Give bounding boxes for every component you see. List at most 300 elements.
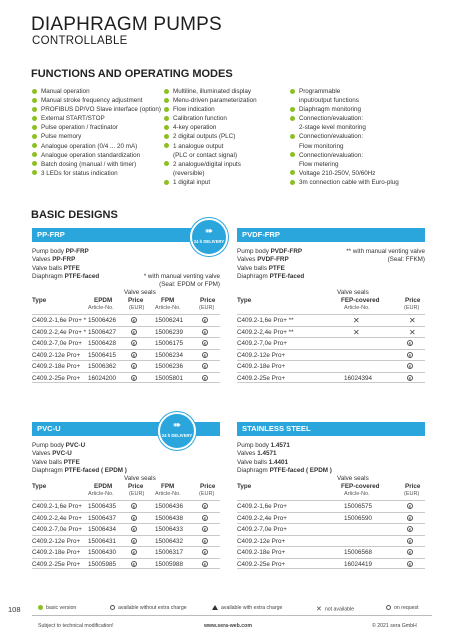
- table-row: [237, 349, 425, 361]
- row-type: C409.2-25e Pro+: [237, 560, 286, 568]
- col-art: Article-No.: [344, 491, 370, 497]
- col-eur: (EUR): [404, 305, 420, 311]
- spec-label: Valve balls: [32, 264, 64, 272]
- row-type: C409.2-18e Pro+: [237, 363, 286, 370]
- on-request-icon: €: [132, 504, 136, 510]
- on-request-icon: €: [132, 341, 136, 347]
- delivery-badge: [190, 218, 228, 256]
- feature-text: Analogue operation (0/4 ... 20 mA): [41, 142, 138, 150]
- col-fep: FEP-covered: [341, 483, 380, 490]
- legend-extra-charge: [212, 605, 282, 611]
- col-eur: (EUR): [404, 491, 420, 497]
- bullet-dot-icon: [32, 134, 37, 139]
- pvdf-frp-note: [346, 248, 425, 265]
- row-type: C409.2-2,4e Pro+ *: [32, 328, 87, 336]
- bullet-dot-icon: [32, 152, 37, 157]
- pvc-u-title-bar: PVC-U: [32, 422, 220, 436]
- bullet-dot-icon: [32, 107, 37, 112]
- pvc-u-table: [32, 500, 220, 569]
- valve-seals-label: Valve seals: [337, 289, 369, 296]
- on-request-icon: €: [408, 375, 412, 381]
- feature-text: Batch dosing (manual / with timer): [41, 160, 137, 168]
- feature-text: Programmable: [299, 88, 341, 95]
- col-art-2: Article-No.: [155, 491, 181, 497]
- feature-item: [290, 178, 430, 187]
- on-request-icon: €: [132, 318, 136, 324]
- on-request-icon: €: [408, 352, 412, 358]
- legend-basic-label: basic version: [46, 605, 77, 611]
- feature-item: [290, 151, 430, 160]
- triangle-icon: [212, 605, 218, 610]
- spec-value: PTFE: [63, 458, 80, 466]
- on-request-icon: €: [408, 364, 412, 370]
- col-price-1: Price: [128, 483, 144, 490]
- row-article-2: 15006234: [155, 351, 184, 359]
- spec-label: Pump body: [237, 248, 271, 255]
- feature-item: [32, 87, 164, 96]
- feature-item: [164, 160, 284, 169]
- spec-value: PTFE: [268, 264, 285, 272]
- col-fpm: FPM: [161, 483, 175, 490]
- table-row: [237, 500, 425, 512]
- feature-item: [290, 132, 430, 141]
- bullet-dot-icon: [164, 116, 169, 121]
- on-request-icon: €: [132, 538, 136, 544]
- spec-label: Diaphragm: [237, 466, 270, 474]
- on-request-icon: €: [203, 527, 207, 533]
- spec-line: [32, 459, 220, 467]
- bullet-dot-icon: [164, 98, 169, 103]
- on-request-icon: €: [203, 515, 207, 521]
- col-type: Type: [32, 483, 47, 490]
- stainless-steel-spec: [237, 442, 425, 475]
- col-price-1: Price: [128, 297, 144, 304]
- spec-line: [237, 442, 425, 450]
- on-request-icon: €: [132, 329, 136, 335]
- spec-value: PVC-U: [65, 442, 86, 449]
- feature-item: [290, 123, 430, 132]
- bullet-dot-icon: [164, 143, 169, 148]
- row-type: C409.2-18e Pro+: [32, 549, 81, 556]
- section-heading-basic-designs: BASIC DESIGNS: [31, 209, 118, 221]
- spec-line: [32, 467, 220, 475]
- spec-label: Valves: [237, 450, 258, 458]
- on-request-icon: €: [408, 515, 412, 521]
- feature-text: Pulse memory: [41, 133, 82, 141]
- request-circle-icon: [386, 605, 391, 610]
- feature-item: [290, 96, 430, 105]
- table-row: [32, 523, 220, 535]
- spec-label: Pump body: [237, 442, 271, 449]
- row-article-1: 15006431: [88, 537, 117, 545]
- row-article-2: 15006432: [155, 537, 184, 545]
- bullet-dot-icon: [164, 89, 169, 94]
- legend-basic: [38, 605, 76, 611]
- on-request-icon: €: [132, 561, 136, 567]
- on-request-icon: €: [203, 341, 207, 347]
- footer-website-link[interactable]: www.sera-web.com: [204, 623, 252, 629]
- pp-frp-note-line2: (Seal: EPDM or FPM): [159, 281, 220, 289]
- table-row: [237, 326, 425, 338]
- table-row: [237, 372, 425, 384]
- col-price: Price: [405, 483, 421, 490]
- feature-item: [164, 132, 284, 141]
- feature-text: input/output functions: [299, 97, 359, 105]
- on-request-icon: €: [408, 550, 412, 556]
- row-article-1: 15006362: [88, 363, 117, 370]
- truck-icon: ➠: [172, 420, 182, 431]
- row-type: C409.2-25e Pro+: [237, 374, 286, 382]
- on-request-icon: €: [203, 504, 207, 510]
- feature-text: 3 LEDs for status indication: [41, 169, 118, 177]
- on-request-icon: €: [132, 515, 136, 521]
- row-article-1: 15005985: [88, 560, 117, 568]
- spec-line: [32, 450, 220, 458]
- col-epdm: EPDM: [94, 483, 113, 490]
- feature-text: Pulse operation / fractinator: [41, 124, 119, 132]
- bullet-dot-icon: [290, 170, 295, 175]
- bullet-dot-icon: [290, 116, 295, 121]
- row-article-2: 15006239: [155, 328, 184, 336]
- spec-label: Valves: [32, 256, 53, 264]
- page-subtitle: CONTROLLABLE: [32, 35, 128, 47]
- page-number: 108: [8, 605, 21, 614]
- spec-line: [32, 265, 220, 273]
- valve-seals-label: Valve seals: [124, 289, 156, 296]
- spec-label: Diaphragm: [32, 272, 65, 280]
- spec-label: Valves: [32, 450, 53, 458]
- row-article: 15006575: [344, 503, 373, 510]
- pvc-u-spec: [32, 442, 220, 475]
- spec-value: 1.4571: [257, 450, 277, 458]
- feature-item: [32, 132, 164, 141]
- spec-value: PTFE-faced ( EPDM ): [64, 466, 127, 474]
- feature-item: [164, 142, 284, 151]
- row-type: C409.2-7,0e Pro+: [237, 526, 287, 533]
- on-request-icon: €: [408, 527, 412, 533]
- spec-label: Valve balls: [237, 458, 269, 466]
- col-price-2: Price: [200, 483, 216, 490]
- on-request-icon: €: [132, 375, 136, 381]
- stainless-steel-block: [237, 422, 425, 572]
- spec-value: PP-FRP: [65, 248, 89, 255]
- table-row: [237, 337, 425, 349]
- feature-text: External START/STOP: [41, 115, 105, 123]
- legend-not-available-label: not available: [324, 606, 355, 613]
- table-row: [32, 546, 220, 558]
- feature-text: Diaphragm monitoring: [299, 106, 361, 114]
- legend-not-available: [316, 605, 354, 613]
- on-request-icon: €: [132, 527, 136, 533]
- feature-text: Flow monitoring: [299, 142, 344, 150]
- row-article-1: 15006427: [88, 328, 117, 336]
- feature-text: 2-stage level monitoring: [299, 124, 366, 132]
- badge-text: 24 h DELIVERY: [193, 239, 225, 244]
- feature-item: [290, 105, 430, 114]
- bullet-dot-icon: [32, 89, 37, 94]
- on-request-icon: €: [408, 341, 412, 347]
- row-article: 15006590: [344, 514, 373, 522]
- spec-value: PVDF-FRP: [270, 248, 303, 255]
- col-eur-1: (EUR): [129, 305, 145, 311]
- table-row: [237, 535, 425, 547]
- footer-divider: [32, 615, 432, 616]
- row-article-1: 15006428: [88, 340, 117, 347]
- row-article: 16024394: [344, 374, 373, 382]
- spec-value: 1.4401: [268, 458, 288, 466]
- spec-line: [237, 459, 425, 467]
- spec-value: PVC-U: [52, 450, 72, 458]
- row-article-2: 15005988: [155, 560, 184, 568]
- row-article-1: 15006415: [88, 351, 117, 359]
- spec-value: PTFE: [63, 264, 80, 272]
- row-type: C409.2-2,4e Pro+ **: [237, 328, 294, 336]
- delivery-badge: [158, 412, 196, 450]
- spec-line: [32, 248, 220, 256]
- not-available-icon: ✕: [353, 327, 360, 337]
- table-row: [237, 558, 425, 570]
- bullet-dot-icon: [290, 107, 295, 112]
- table-row: [32, 558, 220, 570]
- on-request-icon: €: [203, 550, 207, 556]
- feature-text: Manual stroke frequency adjustment: [41, 97, 143, 105]
- stainless-steel-title-bar: STAINLESS STEEL: [237, 422, 425, 436]
- row-article-2: 15006236: [155, 363, 184, 370]
- on-request-icon: €: [203, 561, 207, 567]
- bullet-dot-icon: [164, 161, 169, 166]
- spec-value: PTFE-faced: [269, 272, 305, 280]
- row-article: 16024419: [344, 560, 373, 568]
- pp-frp-title-bar: PP-FRP: [32, 228, 220, 242]
- row-article-1: 15006437: [88, 514, 117, 522]
- col-type: Type: [32, 297, 47, 304]
- spec-line: [237, 273, 425, 281]
- feature-item: [32, 105, 164, 114]
- feature-item: [290, 87, 430, 96]
- col-type: Type: [237, 297, 252, 304]
- row-article-1: 15006434: [88, 526, 117, 533]
- ring-icon: [110, 605, 115, 610]
- pp-frp-table-header: [32, 297, 220, 313]
- feature-item: [164, 96, 284, 105]
- table-row: [32, 500, 220, 512]
- on-request-icon: €: [408, 538, 412, 544]
- feature-item: [290, 114, 430, 123]
- legend-extra-charge-label: available with extra charge: [221, 605, 283, 611]
- col-art-1: Article-No.: [88, 305, 114, 311]
- stainless-steel-table-header: [237, 483, 425, 499]
- table-row: [32, 314, 220, 326]
- spec-line: [32, 442, 220, 450]
- row-article-2: 15006241: [155, 317, 184, 324]
- table-row: [32, 360, 220, 372]
- feature-text: 3m connection cable with Euro-plug: [299, 178, 399, 186]
- spec-value: PVDF-FRP: [257, 256, 289, 264]
- feature-item: [32, 160, 164, 169]
- row-article-1: 16024200: [88, 374, 117, 382]
- row-type: C409.2-18e Pro+: [237, 549, 286, 556]
- bullet-dot-icon: [290, 152, 295, 157]
- pp-frp-note: [144, 273, 220, 290]
- feature-text: Flow metering: [299, 160, 339, 168]
- truck-icon: ➠: [204, 226, 214, 237]
- on-request-icon: €: [203, 329, 207, 335]
- valve-seals-label: Valve seals: [337, 475, 369, 482]
- row-type: C409.2-1,6e Pro+: [237, 503, 287, 510]
- table-row: [237, 546, 425, 558]
- on-request-icon: €: [203, 352, 207, 358]
- table-row: [237, 360, 425, 372]
- pvc-u-block: [32, 422, 220, 572]
- row-article-1: 15006430: [88, 549, 117, 556]
- feature-text: 1 analogue output: [173, 142, 224, 150]
- pvdf-frp-title-bar: PVDF-FRP: [237, 228, 425, 242]
- feature-item: [290, 169, 430, 178]
- on-request-icon: €: [408, 561, 412, 567]
- bullet-dot-icon: [164, 134, 169, 139]
- table-row: [32, 349, 220, 361]
- feature-text: Analogue operation standardization: [41, 151, 141, 159]
- row-type: C409.2-7,0e Pro+: [32, 526, 82, 533]
- spec-label: Pump body: [32, 248, 66, 255]
- spec-label: Valves: [237, 256, 258, 264]
- feature-item: [290, 160, 430, 169]
- table-row: [32, 337, 220, 349]
- on-request-icon: €: [132, 550, 136, 556]
- pp-frp-note-line1: * with manual venting valve: [143, 273, 220, 280]
- filled-dot-icon: [38, 605, 43, 610]
- col-eur-2: (EUR): [199, 305, 215, 311]
- col-art: Article-No.: [344, 305, 370, 311]
- bullet-dot-icon: [164, 107, 169, 112]
- row-type: C409.2-25e Pro+: [32, 374, 81, 382]
- footer-subject: Subject to technical modification!: [38, 623, 114, 629]
- row-article: 15006568: [344, 549, 373, 556]
- bullet-dot-icon: [290, 89, 295, 94]
- section-heading-functions: FUNCTIONS AND OPERATING MODES: [31, 68, 233, 80]
- pvdf-frp-note-line2: (Seal: FFKM): [387, 256, 425, 264]
- feature-text: Connection/evaluation:: [299, 115, 364, 123]
- table-row: [32, 535, 220, 547]
- spec-value: 1.4571: [270, 442, 290, 449]
- col-art-1: Article-No.: [88, 491, 114, 497]
- table-row: [32, 512, 220, 524]
- feature-text: Menu-driven parameterization: [173, 97, 257, 105]
- spec-line: [237, 450, 425, 458]
- on-request-icon: €: [408, 504, 412, 510]
- legend-on-request: [386, 605, 419, 611]
- feature-text: Voltage 210-250V, 50/60Hz: [299, 169, 376, 177]
- feature-text: Flow indication: [173, 106, 215, 114]
- spec-line: [237, 265, 425, 273]
- row-article-2: 15006317: [155, 549, 184, 556]
- feature-item: [164, 123, 284, 132]
- bullet-dot-icon: [164, 125, 169, 130]
- legend-on-request-label: on request: [394, 605, 419, 611]
- col-eur-2: (EUR): [199, 491, 215, 497]
- spec-label: Diaphragm: [32, 466, 65, 474]
- on-request-icon: €: [132, 364, 136, 370]
- on-request-icon: €: [203, 318, 207, 324]
- legend-no-charge-label: available without extra charge: [118, 605, 187, 611]
- pvdf-frp-note-line1: ** with manual venting valve: [346, 248, 425, 255]
- row-article-1: 15006435: [88, 503, 117, 510]
- feature-item: [290, 142, 430, 151]
- feature-text: Calibration function: [173, 115, 227, 123]
- feature-item: [32, 114, 164, 123]
- row-article-2: 15006433: [155, 526, 184, 533]
- feature-text: 2 analogue/digital inputs: [173, 160, 241, 168]
- col-price-2: Price: [200, 297, 216, 304]
- bullet-dot-icon: [290, 134, 295, 139]
- pp-frp-block: [32, 226, 225, 382]
- feature-text: Manual operation: [41, 88, 90, 95]
- feature-item: [164, 114, 284, 123]
- row-type: C409.2-1,6e Pro+ **: [237, 317, 294, 324]
- badge-text: 24 h DELIVERY: [161, 433, 193, 438]
- feature-item: [32, 96, 164, 105]
- col-price: Price: [405, 297, 421, 304]
- bullet-dot-icon: [32, 98, 37, 103]
- bullet-dot-icon: [32, 161, 37, 166]
- row-article-2: 15006175: [155, 340, 184, 347]
- spec-line: [237, 467, 425, 475]
- row-type: C409.2-1,6e Pro+: [32, 503, 82, 510]
- on-request-icon: €: [203, 364, 207, 370]
- stainless-steel-table: [237, 500, 425, 569]
- col-epdm: EPDM: [94, 297, 113, 304]
- feature-text: Connection/evaluation:: [299, 133, 364, 141]
- bullet-dot-icon: [32, 125, 37, 130]
- feature-item: [32, 169, 164, 178]
- pvdf-frp-table: [237, 314, 425, 383]
- feature-text: (PLC or contact signal): [173, 151, 238, 159]
- col-eur-1: (EUR): [129, 491, 145, 497]
- row-article-2: 15006436: [155, 503, 184, 510]
- bullet-dot-icon: [32, 143, 37, 148]
- col-type: Type: [237, 483, 252, 490]
- table-row: [237, 512, 425, 524]
- on-request-icon: €: [203, 538, 207, 544]
- bullet-dot-icon: [32, 116, 37, 121]
- cross-icon: ✕: [316, 606, 322, 613]
- row-type: C409.2-12e Pro+: [237, 537, 286, 545]
- row-type: C409.2-7,0e Pro+: [237, 340, 287, 347]
- not-available-icon: ✕: [353, 316, 360, 325]
- pvdf-frp-block: [237, 228, 425, 382]
- feature-item: [32, 151, 164, 160]
- spec-label: Valve balls: [32, 458, 64, 466]
- page-title: DIAPHRAGM PUMPS: [31, 14, 222, 35]
- spec-value: PP-FRP: [52, 256, 76, 264]
- row-type: C409.2-12e Pro+: [32, 351, 81, 359]
- row-article-1: 15006426: [88, 317, 117, 324]
- spec-line: [32, 256, 220, 264]
- feature-text: 1 digital input: [173, 178, 211, 186]
- row-type: C409.2-25e Pro+: [32, 560, 81, 568]
- on-request-icon: €: [132, 352, 136, 358]
- feature-text: Multiline, illuminated display: [173, 88, 252, 95]
- col-art-2: Article-No.: [155, 305, 181, 311]
- spec-value: PTFE-faced ( EPDM ): [269, 466, 332, 474]
- table-row: [237, 523, 425, 535]
- on-request-icon: €: [203, 375, 207, 381]
- row-article-2: 15005801: [155, 374, 184, 382]
- footer-copyright: © 2021 sera GmbH: [372, 623, 417, 629]
- table-row: [32, 326, 220, 338]
- row-type: C409.2-2,4e Pro+: [32, 514, 82, 522]
- feature-item: [164, 169, 284, 178]
